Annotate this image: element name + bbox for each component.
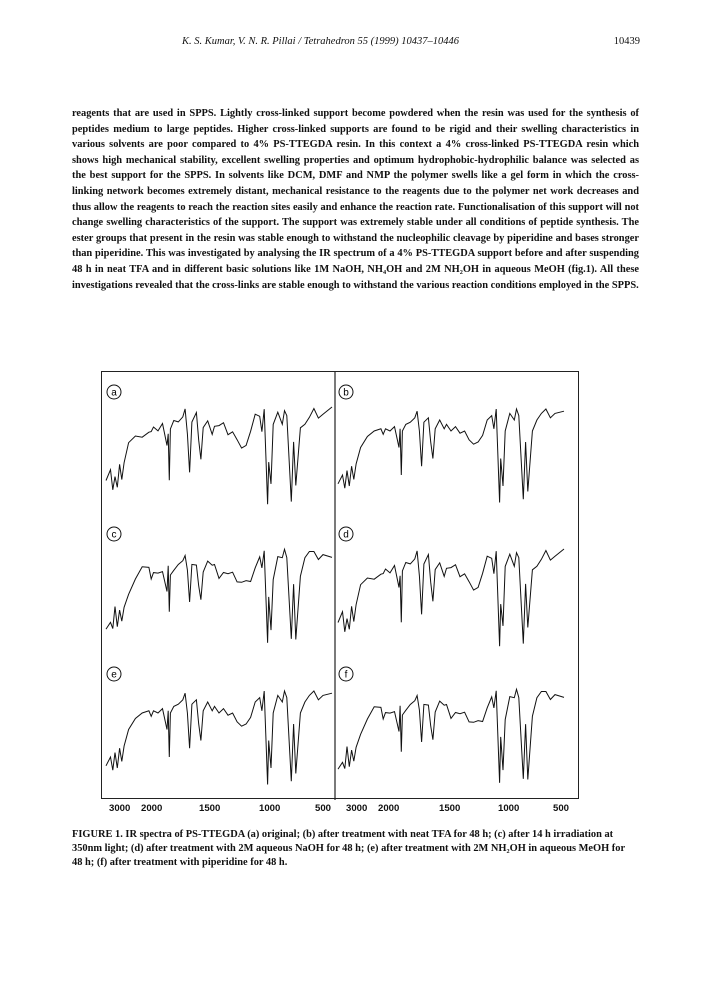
caption-text: IR spectra of PS-TTEGDA (a) original; (b) after treatment with neat TFA for 48 h; (c) after 14 h irradiation at 350nm light; (d) after treatment with 2M aqueous NaOH for 48 h; (e) after treatment with 2M NH₂OH in aqueous MeOH for 48 h; (f) after treatment with piperidine for 48 h. [72, 829, 625, 868]
x-tick-left-2: 1500 [199, 803, 221, 814]
spectrum-trace-b [338, 409, 564, 503]
x-tick-left-4: 500 [315, 803, 332, 814]
spectrum-trace-c [106, 549, 332, 643]
spectrum-panel-b [338, 385, 564, 503]
spectrum-trace-a [106, 407, 332, 504]
x-tick-right-4: 500 [553, 803, 570, 814]
spectrum-trace-e [106, 691, 332, 785]
x-tick-right-3: 1000 [498, 803, 520, 814]
panel-label-c: c [111, 529, 117, 541]
figure-caption [72, 828, 632, 870]
spectra-plot [102, 372, 580, 800]
spectrum-panel-d [338, 527, 564, 646]
panel-label-d: d [343, 529, 349, 541]
panel-label-e: e [111, 669, 117, 681]
running-title: K. S. Kumar, V. N. R. Pillai / Tetrahedron 55 (1999) 10437–10446 [182, 36, 460, 47]
page-number: 10439 [613, 36, 640, 47]
x-tick-right-2: 1500 [439, 803, 461, 814]
x-tick-left-3: 1000 [259, 803, 281, 814]
caption-lead: FIGURE 1. [72, 829, 123, 840]
x-tick-right-1: 2000 [378, 803, 400, 814]
ir-spectra-figure [101, 371, 579, 799]
x-tick-left-0: 3000 [109, 803, 131, 814]
spectrum-trace-f [338, 689, 564, 783]
x-tick-left-1: 2000 [141, 803, 163, 814]
spectrum-panel-f [338, 667, 564, 783]
panel-label-b: b [343, 387, 349, 399]
x-axis-ticks [101, 803, 579, 817]
running-header [72, 36, 640, 56]
panel-label-a: a [111, 387, 117, 399]
spectrum-trace-d [338, 549, 564, 646]
panel-label-f: f [344, 669, 348, 681]
x-tick-right-0: 3000 [346, 803, 368, 814]
spectrum-panel-a [106, 385, 332, 504]
body-paragraph: reagents that are used in SPPS. Lightly cross-linked support become powdered when the resin was used for the synthesis of peptides medium to large peptides. Higher cross-linked supports are found to be rigid and their swelling characteristics in various solvents are poor compared to 4% PS-TTEGDA resin. In this context a 4% cross-linked PS-TTEGDA resin which shows high mechanical stability, excellent swelling properties and optimum hydrophobic-hydrophilic balance was selected as the best support for the SPPS. In solvents like DCM, DMF and NMP the polymer swells like a gel form in which the cross-linking network becomes extremely distant, mechanical resistance to the reagents due to the polymer net work decreases and thus allow the reagents to reach the reaction sites easily and enhance the reaction rate. Functionalisation of this support will not change swelling characteristics of the support. The support was extremely stable under all conditions of peptide synthesis. The ester groups that present in the resin was stable enough to withstand the nucleophilic cleavage by piperidine and bases stronger than piperidine. This was investigated by analysing the IR spectrum of a 4% PS-TTEGDA support before and after suspending 48 h in neat TFA and in different basic solutions like 1M NaOH, NH₄OH and 2M NH₂OH in aqueous MeOH (fig.1). All these investigations revealed that the cross-links are stable enough to withstand the various reaction conditions employed in the SPPS. [72, 108, 639, 291]
spectrum-panel-e [106, 667, 332, 785]
spectrum-panel-c [106, 527, 332, 643]
